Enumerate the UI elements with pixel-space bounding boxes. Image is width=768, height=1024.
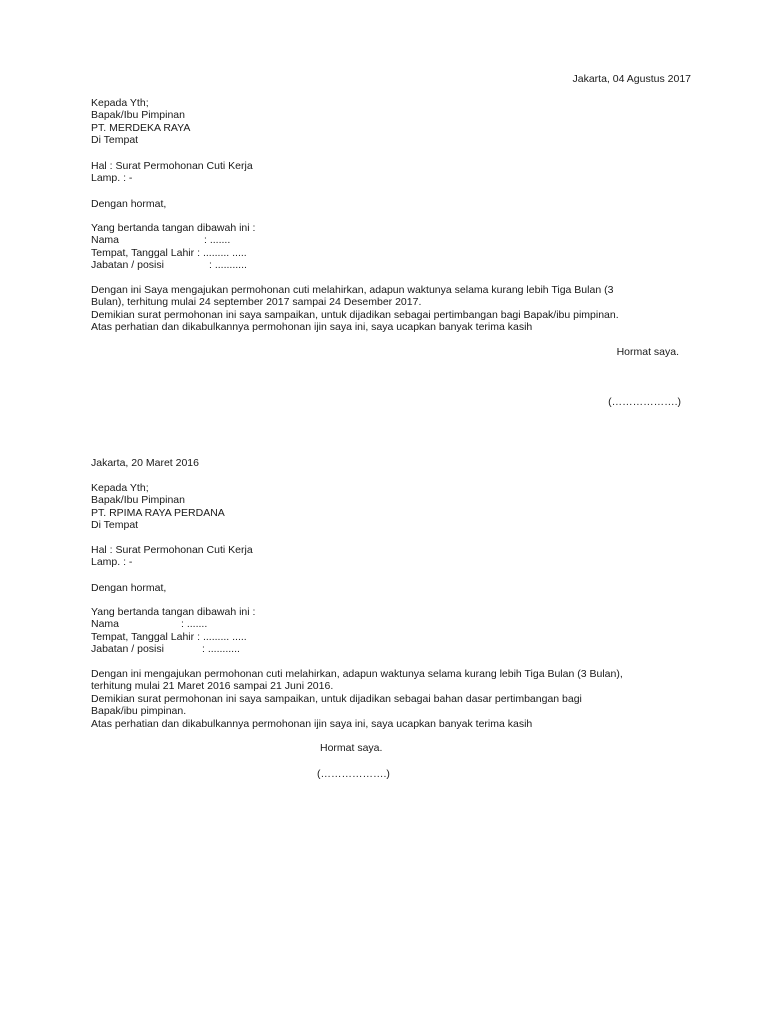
recipient-line-4: Di Tempat <box>91 519 139 532</box>
letter-subject: Hal : Surat Permohonan Cuti Kerja <box>91 160 253 172</box>
letter-greeting: Dengan hormat, <box>91 198 167 210</box>
body-paragraph-2: Demikian surat permohonan ini saya sampaikan, untuk dijadikan sebagai pertimbangan bagi Bapak/ibu pimpinan. <box>91 308 619 321</box>
letter-subject: Hal : Surat Permohonan Cuti Kerja <box>91 544 253 556</box>
letter-2-signature: (……………….) <box>317 768 390 780</box>
field-nama-label: Nama <box>91 618 120 631</box>
field-jabatan <box>91 643 255 655</box>
letter-2-recipient <box>91 482 225 532</box>
field-jabatan <box>91 259 255 271</box>
recipient-line-1: Kepada Yth; <box>91 97 149 109</box>
body-paragraph-1-line-2: Bulan), terhitung mulai 24 september 2017 sampai 24 Desember 2017. <box>91 296 422 309</box>
body-paragraph-3: Atas perhatian dan dikabulkannya permohonan ijin saya ini, saya ucapkan banyak terima kasih <box>91 321 533 334</box>
field-jabatan-label: Jabatan / posisi <box>91 643 164 656</box>
body-paragraph-2-line-2: Bapak/ibu pimpinan. <box>91 705 187 718</box>
field-nama-value: : ....... <box>204 234 231 247</box>
letter-2-subject-block <box>91 544 253 569</box>
recipient-company: PT. RPIMA RAYA PERDANA <box>91 506 225 519</box>
letter-greeting: Dengan hormat, <box>91 582 167 594</box>
field-nama-value: : ....... <box>181 618 208 631</box>
letter-2-date: Jakarta, 20 Maret 2016 <box>91 457 199 469</box>
letter-1-body <box>91 284 691 334</box>
letter-2 <box>91 457 691 787</box>
field-nama-label: Nama <box>91 234 120 247</box>
field-ttl-label: Tempat, Tanggal Lahir <box>91 246 195 259</box>
recipient-line-1: Kepada Yth; <box>91 482 149 494</box>
letter-2-body <box>91 668 691 730</box>
field-ttl-value: : ......... ..... <box>197 630 247 643</box>
letter-1-date: Jakarta, 04 Agustus 2017 <box>572 73 691 85</box>
letter-1-closing: Hormat saya. <box>616 346 679 358</box>
letter-1-signature: (……………….) <box>608 396 681 408</box>
identity-intro: Yang bertanda tangan dibawah ini : <box>91 606 256 618</box>
field-jabatan-label: Jabatan / posisi <box>91 259 164 272</box>
body-paragraph-2-line-1: Demikian surat permohonan ini saya sampaikan, untuk dijadikan sebagai bahan dasar pertimbangan bagi <box>91 692 582 705</box>
recipient-line-2: Bapak/Ibu Pimpinan <box>91 109 185 122</box>
recipient-line-4: Di Tempat <box>91 134 139 147</box>
field-ttl-value: : ......... ..... <box>197 246 247 259</box>
letter-attachment: Lamp. : - <box>91 556 133 569</box>
letter-1-subject-block <box>91 160 253 185</box>
field-jabatan-value: : ........... <box>209 259 247 272</box>
letter-1 <box>91 71 691 411</box>
identity-intro: Yang bertanda tangan dibawah ini : <box>91 222 256 234</box>
field-jabatan-value: : ........... <box>202 643 240 656</box>
letter-2-closing: Hormat saya. <box>320 742 383 754</box>
letter-1-identity <box>91 222 255 272</box>
letter-attachment: Lamp. : - <box>91 172 133 185</box>
field-ttl-label: Tempat, Tanggal Lahir <box>91 630 195 643</box>
recipient-line-2: Bapak/Ibu Pimpinan <box>91 494 185 507</box>
body-paragraph-1-line-1: Dengan ini mengajukan permohonan cuti melahirkan, adapun waktunya selama kurang lebih Tiga Bulan (3 Bulan), <box>91 668 623 680</box>
letter-1-recipient <box>91 97 190 147</box>
field-ttl <box>91 247 255 259</box>
body-paragraph-1-line-1: Dengan ini Saya mengajukan permohonan cuti melahirkan, adapun waktunya selama kurang lebih Tiga Bulan (3 <box>91 284 614 296</box>
field-nama <box>91 234 255 246</box>
field-nama <box>91 618 255 630</box>
field-ttl <box>91 631 255 643</box>
body-paragraph-1-line-2: terhitung mulai 21 Maret 2016 sampai 21 Juni 2016. <box>91 680 334 693</box>
letter-2-identity <box>91 606 255 656</box>
recipient-company: PT. MERDEKA RAYA <box>91 121 191 134</box>
body-paragraph-3: Atas perhatian dan dikabulkannya permohonan ijin saya ini, saya ucapkan banyak terima kasih <box>91 717 533 730</box>
